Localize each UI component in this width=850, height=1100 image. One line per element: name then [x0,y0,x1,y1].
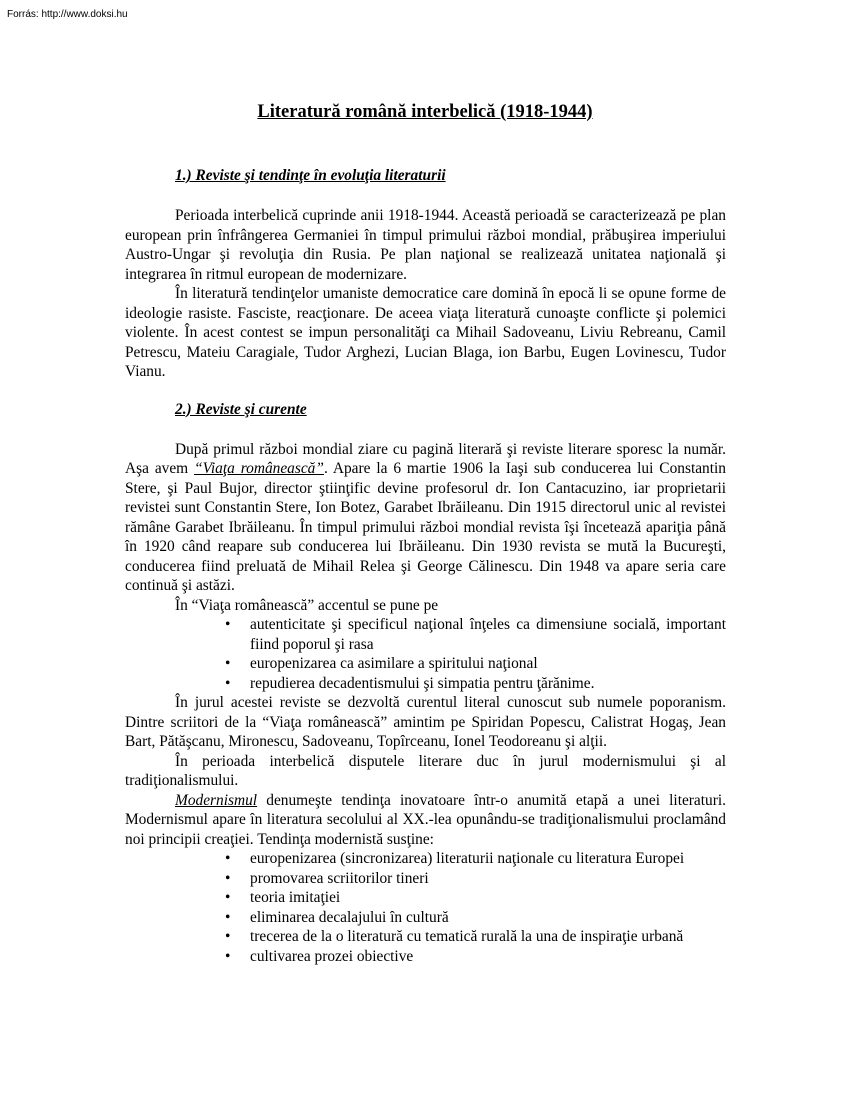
paragraph-text: . Apare la 6 martie 1906 la Iaşi sub conducerea lui Constantin Stere, şi Paul Bujor, director ştiinţific devine profesorul dr. Ion Cantacuzino, iar proprietarii revistei sunt Constantin Stere, Ion Botez, Garabet Ibrăileanu. Din 1915 directorul unic al revistei rămâne Garabet Ibrăileanu. În timpul primului război mondial revista îşi încetează apariţia până în 1920 când reapare sub conducerea lui Ibrăileanu. Din 1930 revista se mută la Bucureşti, conducerea fiind preluată de Mihail Relea şi George Călinescu. Din 1948 va apare seria care continuă şi astăzi. [125,460,726,594]
list-item: • trecerea de la o literatură cu tematică rurală la una de inspiraţie urbană [250,927,726,947]
list-item: • repudierea decadentismului şi simpatia pentru ţărănime. [250,674,726,694]
list-item: • eliminarea decalajului în cultură [250,908,726,928]
section-1-heading: 1.) Reviste şi tendinţe în evoluţia literaturii [175,167,446,184]
list-item: • promovarea scriitorilor tineri [250,869,726,889]
list-item: • teoria imitaţiei [250,888,726,908]
section-2-paragraph-5 [125,791,726,850]
section-2-heading: 2.) Reviste şi curente [175,400,307,418]
section-2-paragraph-4: În perioada interbelică disputele literare duc în jurul modernismului şi al tradiţionalismului. [125,752,726,789]
modernism-term: Modernismul [175,791,258,809]
section-2-paragraph-3: În jurul acestei reviste se dezvoltă curentul literal cunoscut sub numele poporanism. Dintre scriitori de la “Viaţa românească” amintim pe Spiridan Popescu, Calistrat Hogaş, Jean Bart, Pătăşcanu, Mironescu, Sadoveanu, Topîrceanu, Ionel Teodoreanu şi alţii. [125,694,726,750]
list-item: • europenizarea (sincronizarea) literaturii naţionale cu literatura Europei [250,849,726,869]
document-body [125,166,726,966]
list-item: • europenizarea ca asimilare a spiritului naţional [250,654,726,674]
section-1-paragraph-1: Perioada interbelică cuprinde anii 1918-1944. Această perioadă se caracterizează pe plan european prin înfrângerea Germaniei în timpul primului război mondial, prăbuşirea imperiului Austro-Ungar şi revoluţia din Rusia. Pe plan naţional se realizează unitatea naţională şi integrarea în ritmul european de modernizare. [125,207,726,283]
source-label: Forrás: http://www.doksi.hu [7,9,128,20]
bullet-list-2 [125,849,726,966]
paragraph-text: După primul război mondial ziare cu pagină literară şi reviste literare sporesc la număr. Aşa avem [125,440,726,477]
paragraph-text: denumeşte tendinţa inovatoare într-o anumită etapă a unei literaturi. Modernismul apare în literatura secolului al XX.-lea opunându-se tradiţionalismului proclamând noi principii creaţiei. Tendinţa modernistă susţine: [125,791,726,848]
bullet-list-1 [125,615,726,693]
page-title: Literatură română interbelică (1918-1944) [257,102,593,122]
list-item: • cultivarea prozei obiective [250,947,726,967]
section-2-paragraph-1 [125,440,726,596]
section-1-paragraph-2: În literatură tendinţelor umaniste democratice care domină în epocă li se opune forme de ideologie rasiste. Fasciste, reacţionare. De aceea viaţa literatură cunoaşte conflicte şi polemici violente. În acest contest se impun personalităţi ca Mihail Sadoveanu, Liviu Rebreanu, Camil Petrescu, Mateiu Caragiale, Tudor Arghezi, Lucian Blaga, ion Barbu, Eugen Lovinescu, Tudor Vianu. [125,285,726,380]
list-item: • autenticitate şi specificul naţional înţeles ca dimensiune socială, important fiind poporul şi rasa [250,615,726,654]
magazine-title: “Viaţa românească” [194,460,324,477]
section-2-paragraph-2: În “Viaţa românească” accentul se pune pe [175,596,439,614]
